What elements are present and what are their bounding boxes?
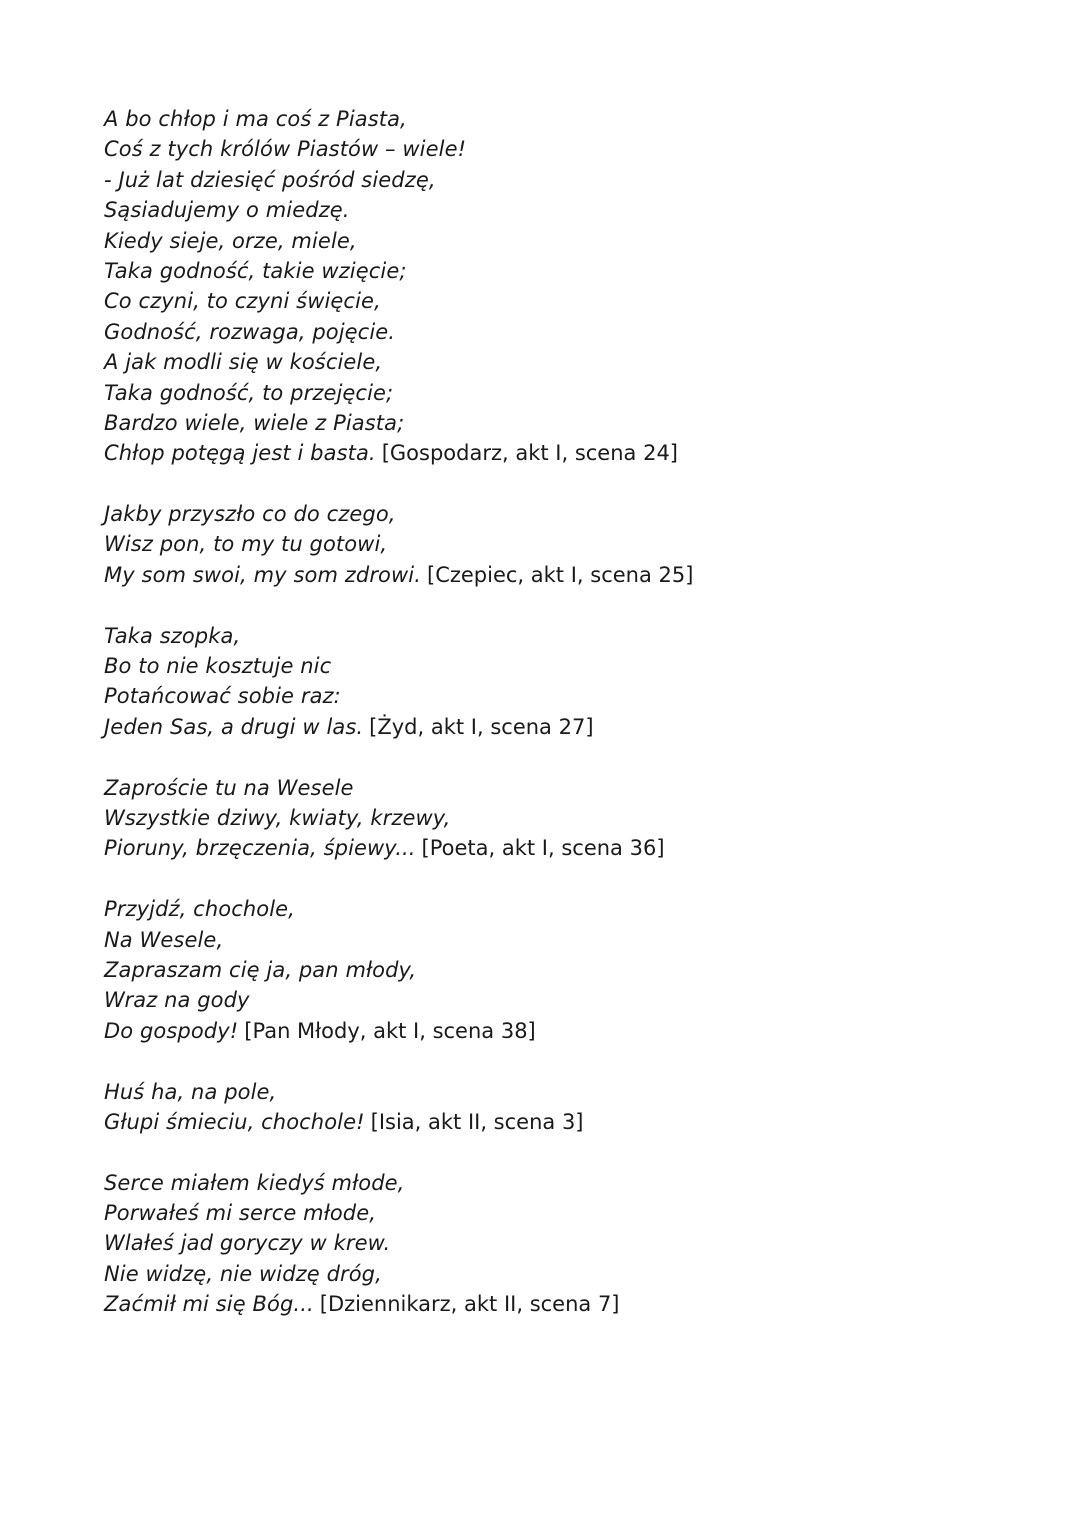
verse-text: Wraz na gody [104, 988, 250, 1013]
verse-line [104, 195, 1004, 225]
poem-quotes [104, 104, 1004, 1350]
citation: [Pan Młody, akt I, scena 38] [244, 1018, 536, 1043]
verse-text: Zaproście tu na Wesele [104, 775, 354, 800]
verse-line [104, 378, 1004, 408]
verse-line [104, 1107, 1004, 1137]
verse-text: Nie widzę, nie widzę dróg, [104, 1261, 382, 1286]
verse-text: Bardzo wiele, wiele z Piasta; [104, 410, 405, 435]
citation: [Dziennikarz, akt II, scena 7] [319, 1292, 620, 1317]
verse-line [104, 1198, 1004, 1228]
stanza-gospodarz [104, 104, 1004, 469]
verse-line [104, 1016, 1004, 1046]
stanza-isia [104, 1077, 1004, 1138]
stanza-poeta [104, 773, 1004, 864]
verse-line [104, 681, 1004, 711]
stanza-pan-mlody [104, 894, 1004, 1046]
verse-line [104, 1077, 1004, 1107]
verse-text: Jeden Sas, a drugi w las. [104, 714, 364, 739]
verse-text: Przyjdź, chochole, [104, 897, 295, 922]
verse-line [104, 1289, 1004, 1319]
verse-text: My som swoi, my som zdrowi. [104, 562, 421, 587]
verse-line [104, 1168, 1004, 1198]
verse-text: Potańcować sobie raz: [104, 684, 341, 709]
verse-line [104, 226, 1004, 256]
verse-line [104, 803, 1004, 833]
citation: [Czepiec, akt I, scena 25] [427, 562, 694, 587]
verse-text: - Już lat dziesięć pośród siedzę, [104, 167, 436, 192]
verse-line [104, 773, 1004, 803]
verse-line [104, 529, 1004, 559]
stanza-dziennikarz [104, 1168, 1004, 1320]
verse-text: Huś ha, na pole, [104, 1079, 277, 1104]
verse-line [104, 134, 1004, 164]
verse-line [104, 438, 1004, 468]
verse-text: Zaćmił mi się Bóg... [104, 1292, 314, 1317]
verse-line [104, 317, 1004, 347]
verse-text: Godność, rozwaga, pojęcie. [104, 319, 396, 344]
verse-line [104, 499, 1004, 529]
stanza-czepiec [104, 499, 1004, 590]
verse-text: Do gospody! [104, 1018, 239, 1043]
verse-text: Na Wesele, [104, 927, 224, 952]
verse-line [104, 712, 1004, 742]
verse-line [104, 955, 1004, 985]
verse-text: Taka szopka, [104, 623, 241, 648]
verse-text: Zapraszam cię ja, pan młody, [104, 957, 417, 982]
verse-text: Porwałeś mi serce młode, [104, 1201, 377, 1226]
verse-line [104, 985, 1004, 1015]
verse-line [104, 651, 1004, 681]
citation: [Poeta, akt I, scena 36] [421, 836, 665, 861]
stanza-zyd [104, 621, 1004, 743]
verse-text: Chłop potęgą jest i basta. [104, 441, 376, 466]
verse-text: A bo chłop i ma coś z Piasta, [104, 107, 407, 131]
verse-line [104, 894, 1004, 924]
verse-line [104, 1228, 1004, 1258]
citation: [Żyd, akt I, scena 27] [369, 714, 594, 739]
verse-line [104, 165, 1004, 195]
verse-line [104, 621, 1004, 651]
verse-line [104, 408, 1004, 438]
verse-line [104, 1259, 1004, 1289]
verse-text: Serce miałem kiedyś młode, [104, 1170, 405, 1195]
verse-text: Pioruny, brzęczenia, śpiewy... [104, 836, 416, 861]
verse-line [104, 104, 1004, 134]
verse-text: Wisz pon, to my tu gotowi, [104, 532, 388, 557]
verse-text: Coś z tych królów Piastów – wiele! [104, 137, 467, 162]
citation: [Isia, akt II, scena 3] [370, 1109, 584, 1134]
verse-line [104, 347, 1004, 377]
verse-line [104, 286, 1004, 316]
verse-line [104, 560, 1004, 590]
verse-text: Co czyni, to czyni święcie, [104, 289, 381, 314]
verse-text: Taka godność, to przejęcie; [104, 380, 394, 405]
citation: [Gospodarz, akt I, scena 24] [381, 441, 678, 466]
verse-text: A jak modli się w kościele, [104, 350, 383, 375]
verse-text: Taka godność, takie wzięcie; [104, 258, 407, 283]
verse-text: Kiedy sieje, orze, miele, [104, 228, 357, 253]
verse-line [104, 256, 1004, 286]
verse-line [104, 925, 1004, 955]
verse-text: Wlałeś jad goryczy w krew. [104, 1231, 391, 1256]
verse-text: Głupi śmieciu, chochole! [104, 1109, 365, 1134]
verse-text: Wszystkie dziwy, kwiaty, krzewy, [104, 805, 451, 830]
verse-text: Sąsiadujemy o miedzę. [104, 198, 350, 223]
verse-text: Bo to nie kosztuje nic [104, 654, 332, 679]
verse-line [104, 833, 1004, 863]
verse-text: Jakby przyszło co do czego, [104, 502, 396, 527]
